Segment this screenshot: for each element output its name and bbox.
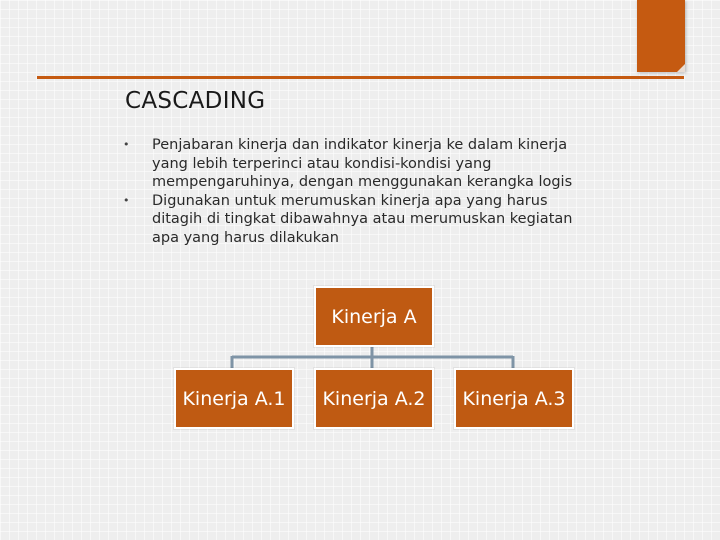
bullet-marker: •	[123, 138, 130, 151]
node-kinerja-a2: Kinerja A.2	[314, 368, 434, 429]
bullet-marker: •	[123, 193, 130, 207]
node-kinerja-a1: Kinerja A.1	[174, 368, 294, 429]
bullet-text: Digunakan untuk merumuskan kinerja apa yang harus ditagih di tingkat dibawahnya atau merumuskan kegiatan apa yang harus dilakukan	[152, 192, 573, 246]
slide-title: CASCADING	[125, 88, 266, 114]
bullet-text: Penjabaran kinerja dan indikator kinerja ke dalam kinerja yang lebih terperinci atau kondisi-kondisi yang mempengaruhinya, dengan menggunakan kerangka logis	[152, 137, 573, 190]
node-kinerja-a: Kinerja A	[314, 286, 434, 347]
node-kinerja-a3: Kinerja A.3	[454, 368, 574, 429]
